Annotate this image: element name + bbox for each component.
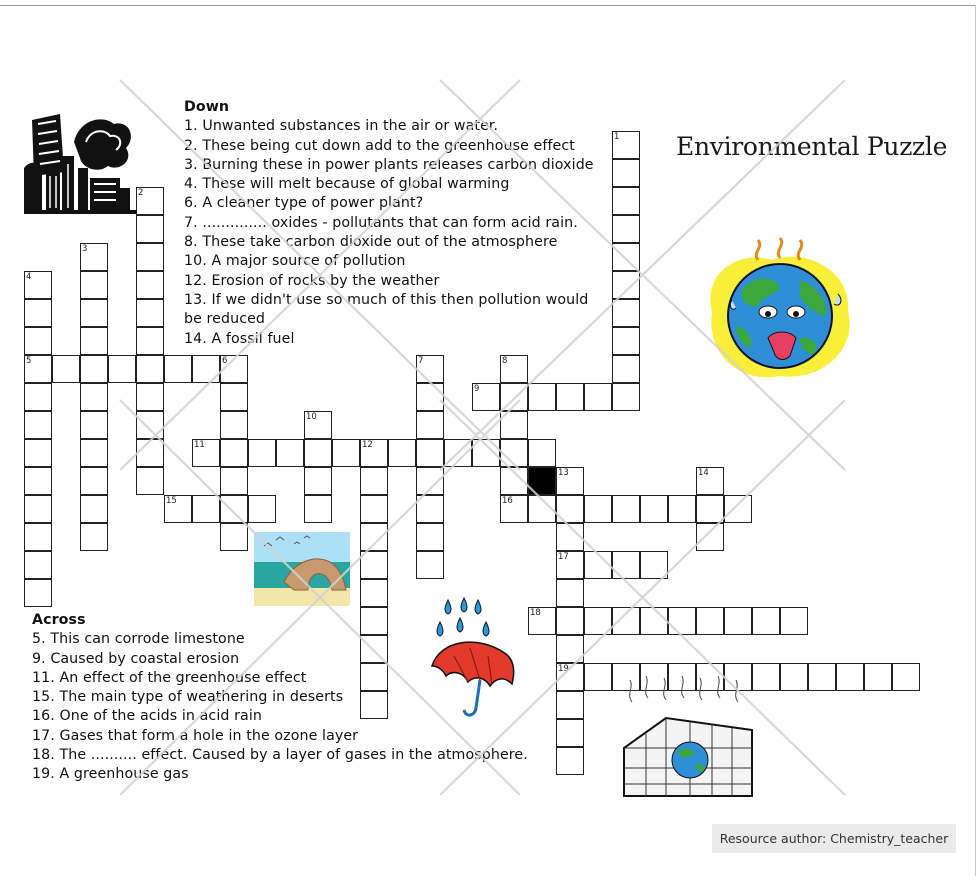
grid-cell[interactable] — [136, 215, 164, 243]
across-clue: 17. Gases that form a hole in the ozone layer — [32, 727, 359, 744]
grid-cell[interactable] — [24, 327, 52, 355]
grid-cell[interactable] — [24, 551, 52, 579]
grid-cell[interactable] — [500, 439, 528, 467]
grid-cell[interactable] — [612, 551, 640, 579]
grid-cell[interactable] — [612, 215, 640, 243]
down-clue: 13. If we didn't use so much of this then pollution would — [184, 291, 589, 308]
down-clue: 2. These being cut down add to the greenhouse effect — [184, 137, 575, 154]
grid-cell[interactable] — [360, 607, 388, 635]
grid-cell[interactable] — [612, 299, 640, 327]
clue-number: 5 — [26, 356, 32, 366]
across-clue: 11. An effect of the greenhouse effect — [32, 669, 307, 686]
grid-cell[interactable] — [24, 467, 52, 495]
grid-cell[interactable] — [136, 271, 164, 299]
grid-cell[interactable] — [220, 383, 248, 411]
across-clue: 5. This can corrode limestone — [32, 631, 245, 648]
grid-cell[interactable] — [80, 383, 108, 411]
down-clue: 4. These will melt because of global warming — [184, 176, 510, 193]
grid-cell[interactable] — [584, 663, 612, 691]
grid-cell[interactable] — [584, 551, 612, 579]
greenhouse-earth-icon — [620, 672, 758, 800]
grid-cell[interactable] — [668, 495, 696, 523]
grid-cell[interactable] — [80, 327, 108, 355]
grid-cell[interactable] — [724, 607, 752, 635]
grid-cell[interactable] — [584, 607, 612, 635]
grid-cell[interactable] — [304, 439, 332, 467]
grid-cell[interactable] — [80, 411, 108, 439]
grid-cell[interactable] — [52, 355, 80, 383]
grid-cell[interactable] — [136, 411, 164, 439]
grid-cell[interactable] — [360, 467, 388, 495]
clue-number: 9 — [474, 384, 480, 394]
grid-cell[interactable] — [80, 439, 108, 467]
grid-cell[interactable] — [360, 579, 388, 607]
grid-cell[interactable] — [696, 607, 724, 635]
grid-cell[interactable] — [640, 551, 668, 579]
grid-cell[interactable] — [612, 271, 640, 299]
grid-cell[interactable] — [220, 523, 248, 551]
grid-cell[interactable] — [24, 383, 52, 411]
grid-cell[interactable] — [360, 663, 388, 691]
clue-number: 11 — [194, 440, 205, 450]
clue-number: 14 — [698, 468, 709, 478]
grid-cell[interactable] — [416, 383, 444, 411]
grid-cell[interactable] — [360, 691, 388, 719]
grid-cell[interactable] — [836, 663, 864, 691]
down-clue: 3. Burning these in power plants releases carbon dioxide — [184, 156, 594, 173]
grid-cell[interactable] — [808, 663, 836, 691]
clue-number: 17 — [558, 552, 569, 562]
grid-cell[interactable] — [612, 495, 640, 523]
clue-number: 2 — [138, 188, 144, 198]
sweating-earth-icon — [702, 230, 860, 388]
grid-cell[interactable] — [500, 383, 528, 411]
grid-cell[interactable] — [528, 439, 556, 467]
grid-cell[interactable] — [276, 439, 304, 467]
grid-cell[interactable] — [612, 607, 640, 635]
down-clue: 10. A major source of pollution — [184, 253, 406, 270]
grid-cell[interactable] — [584, 495, 612, 523]
grid-cell[interactable] — [136, 299, 164, 327]
clue-number: 13 — [558, 468, 569, 478]
grid-cell[interactable] — [80, 299, 108, 327]
grid-cell[interactable] — [416, 439, 444, 467]
resource-author-badge: Resource author: Chemistry_teacher — [712, 824, 956, 853]
grid-cell[interactable] — [24, 299, 52, 327]
grid-cell[interactable] — [136, 439, 164, 467]
grid-cell[interactable] — [80, 355, 108, 383]
grid-cell[interactable] — [248, 495, 276, 523]
grid-cell[interactable] — [304, 495, 332, 523]
down-clue: 14. A fossil fuel — [184, 330, 295, 347]
puzzle-title: Environmental Puzzle — [676, 132, 948, 161]
grid-cell[interactable] — [24, 411, 52, 439]
grid-cell[interactable] — [472, 439, 500, 467]
grid-cell[interactable] — [612, 383, 640, 411]
grid-cell[interactable] — [220, 411, 248, 439]
grid-cell[interactable] — [612, 327, 640, 355]
grid-cell[interactable] — [696, 495, 724, 523]
grid-cell[interactable] — [528, 383, 556, 411]
clue-number: 6 — [222, 356, 228, 366]
grid-cell[interactable] — [640, 495, 668, 523]
down-clue: 8. These take carbon dioxide out of the atmosphere — [184, 234, 558, 251]
grid-cell[interactable] — [444, 439, 472, 467]
clue-number: 19 — [558, 664, 569, 674]
down-clue: 6. A cleaner type of power plant? — [184, 195, 424, 212]
grid-cell[interactable] — [136, 355, 164, 383]
grid-cell[interactable] — [752, 607, 780, 635]
grid-cell[interactable] — [724, 495, 752, 523]
grid-cell[interactable] — [192, 355, 220, 383]
grid-cell[interactable] — [500, 467, 528, 495]
clue-number: 18 — [530, 608, 541, 618]
grid-cell[interactable] — [612, 355, 640, 383]
grid-cell[interactable] — [556, 579, 584, 607]
clue-number: 7 — [418, 356, 424, 366]
grid-cell[interactable] — [780, 607, 808, 635]
grid-cell[interactable] — [556, 747, 584, 775]
grid-cell[interactable] — [24, 579, 52, 607]
down-clue: 7. .............. oxides - pollutants that can form acid rain. — [184, 214, 578, 231]
grid-cell[interactable] — [248, 439, 276, 467]
clue-number: 15 — [166, 496, 177, 506]
grid-cell[interactable] — [416, 495, 444, 523]
grid-cell[interactable] — [136, 467, 164, 495]
grid-cell[interactable] — [612, 243, 640, 271]
grid-cell[interactable] — [304, 467, 332, 495]
grid-cell[interactable] — [640, 607, 668, 635]
grid-cell[interactable] — [416, 523, 444, 551]
across-clue: 9. Caused by coastal erosion — [32, 650, 240, 667]
grid-cell[interactable] — [416, 467, 444, 495]
grid-cell[interactable] — [220, 439, 248, 467]
grid-cell[interactable] — [360, 495, 388, 523]
grid-cell[interactable] — [612, 187, 640, 215]
grid-cell[interactable] — [528, 495, 556, 523]
down-clue: 12. Erosion of rocks by the weather — [184, 272, 440, 289]
grid-cell[interactable] — [136, 243, 164, 271]
grid-cell[interactable] — [556, 719, 584, 747]
grid-cell[interactable] — [556, 495, 584, 523]
grid-cell[interactable] — [360, 551, 388, 579]
across-clue: 18. The .......... effect. Caused by a layer of gases in the atmosphere. — [32, 747, 528, 764]
grid-cell[interactable] — [864, 663, 892, 691]
grid-cell[interactable] — [164, 355, 192, 383]
clue-number: 12 — [362, 440, 373, 450]
grid-cell[interactable] — [24, 523, 52, 551]
across-clue: 16. One of the acids in acid rain — [32, 708, 262, 725]
down-heading: Down — [184, 99, 230, 115]
grid-cell[interactable] — [388, 439, 416, 467]
grid-cell[interactable] — [696, 523, 724, 551]
grid-cell[interactable] — [80, 523, 108, 551]
grid-cell[interactable] — [556, 607, 584, 635]
coastal-arch-icon — [254, 532, 350, 606]
grid-cell[interactable] — [220, 495, 248, 523]
clue-number: 16 — [502, 496, 513, 506]
grid-cell[interactable] — [416, 551, 444, 579]
grid-cell[interactable] — [500, 411, 528, 439]
grid-cell[interactable] — [556, 691, 584, 719]
grid-cell[interactable] — [80, 495, 108, 523]
factory-icon — [24, 112, 136, 214]
grid-cell[interactable] — [584, 383, 612, 411]
grid-cell[interactable] — [24, 439, 52, 467]
grid-cell[interactable] — [612, 159, 640, 187]
clue-number: 3 — [82, 244, 88, 254]
grid-cell[interactable] — [136, 327, 164, 355]
grid-cell[interactable] — [220, 467, 248, 495]
down-clue: 1. Unwanted substances in the air or water. — [184, 118, 499, 135]
grid-cell[interactable] — [556, 523, 584, 551]
across-heading: Across — [32, 612, 86, 628]
down-clue: be reduced — [184, 311, 266, 328]
across-clue: 19. A greenhouse gas — [32, 766, 189, 783]
grid-cell[interactable] — [360, 635, 388, 663]
grid-cell[interactable] — [416, 411, 444, 439]
grid-cell[interactable] — [332, 439, 360, 467]
grid-cell[interactable] — [108, 355, 136, 383]
grid-cell[interactable] — [668, 607, 696, 635]
across-clue: 15. The main type of weathering in deserts — [32, 689, 344, 706]
grid-cell[interactable] — [556, 383, 584, 411]
acid-rain-umbrella-icon — [426, 596, 518, 724]
grid-cell[interactable] — [80, 467, 108, 495]
grid-cell[interactable] — [192, 495, 220, 523]
grid-cell[interactable] — [80, 271, 108, 299]
grid-cell[interactable] — [24, 495, 52, 523]
grid-cell[interactable] — [136, 383, 164, 411]
grid-cell[interactable] — [360, 523, 388, 551]
clue-number: 8 — [502, 356, 508, 366]
shaded-square — [528, 467, 556, 495]
grid-cell[interactable] — [780, 663, 808, 691]
clue-number: 1 — [614, 132, 620, 142]
clue-number: 4 — [26, 272, 32, 282]
clue-number: 10 — [306, 412, 317, 422]
grid-cell[interactable] — [556, 635, 584, 663]
grid-cell[interactable] — [892, 663, 920, 691]
